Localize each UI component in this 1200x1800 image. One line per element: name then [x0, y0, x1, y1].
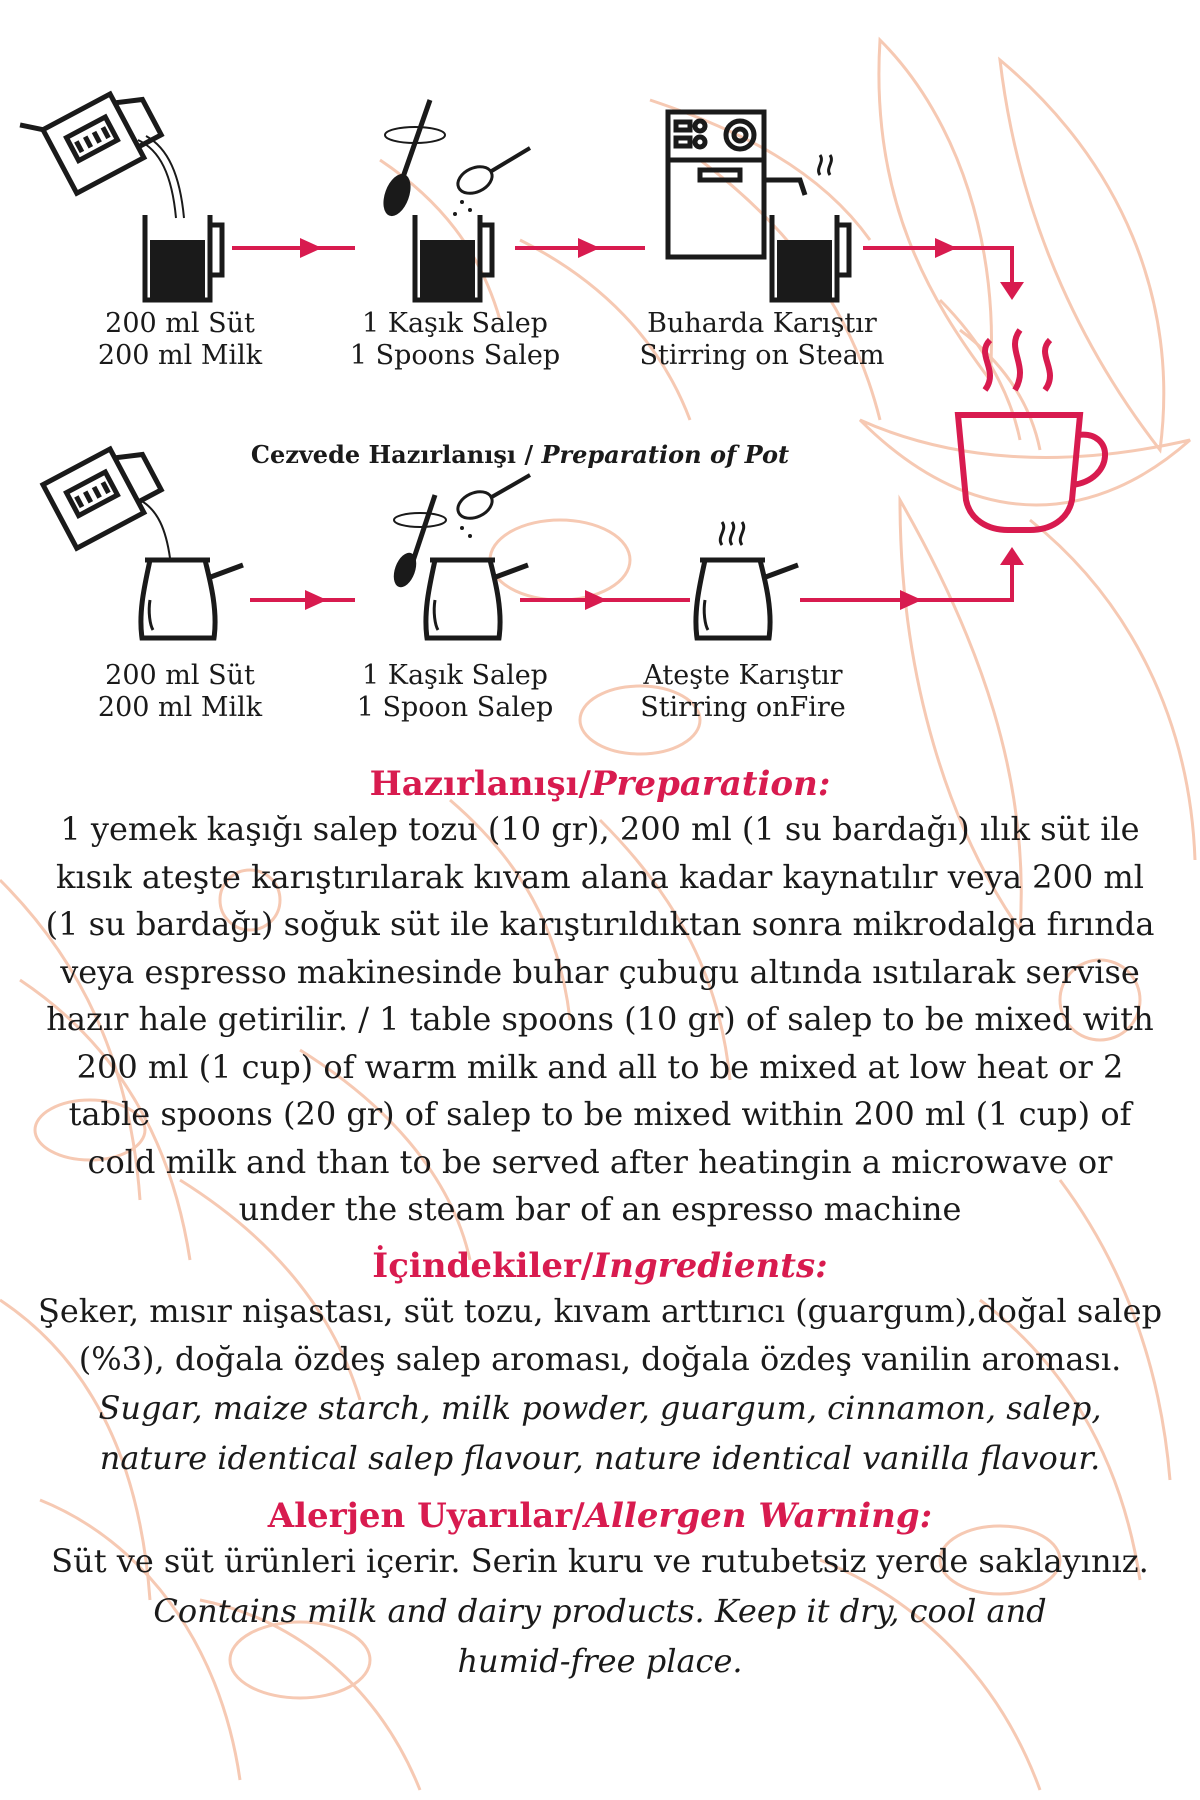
- step-label-en: Stirring on Steam: [639, 340, 885, 371]
- text-line: veya espresso makinesinde buhar çubugu altında ısıtılarak servise: [60, 952, 1140, 991]
- pot-heading-en: Preparation of Pot: [541, 440, 790, 469]
- heading-tr: İçindekiler/: [372, 1246, 594, 1286]
- step-label-en: 1 Spoons Salep: [349, 340, 561, 371]
- step-label-tr: 1 Kaşık Salep: [362, 660, 548, 691]
- step-label-en: 200 ml Milk: [97, 692, 263, 723]
- text-line: kısık ateşte karıştırılarak kıvam alana kadar kaynatılır veya 200 ml: [56, 857, 1144, 896]
- heading-en: Ingredients:: [593, 1246, 828, 1286]
- step-label-en: 200 ml Milk: [97, 340, 263, 371]
- text-line: (%3), doğala özdeş salep aroması, doğala özdeş vanilin aroması.: [78, 1339, 1122, 1378]
- text-line: hazır hale getirilir. / 1 table spoons (10 gr) of salep to be mixed with: [46, 1000, 1154, 1038]
- turkish-pot-icon: [141, 560, 243, 638]
- heading-tr: Hazırlanışı/: [369, 764, 591, 804]
- text-line: Contains milk and dairy products. Keep it dry, cool and: [153, 1591, 1047, 1630]
- step-label-tr: Ateşte Karıştır: [643, 660, 843, 691]
- text-line: 200 ml (1 cup) of warm milk and all to be mixed at low heat or 2: [76, 1047, 1124, 1086]
- text-line: Şeker, mısır nişastası, süt tozu, kıvam arttırıcı (guargum),doğal salep: [37, 1292, 1163, 1330]
- step-label-en: Stirring onFire: [640, 692, 846, 723]
- heading-tr: Alerjen Uyarılar/: [267, 1496, 585, 1536]
- text-line: Sugar, maize starch, milk powder, guargum, cinnamon, salep,: [98, 1389, 1102, 1427]
- milk-jug-icon: [772, 215, 849, 300]
- heading-en: Preparation:: [590, 764, 831, 804]
- text-line: Süt ve süt ürünleri içerir. Serin kuru ve rutubetsiz yerde saklayınız.: [51, 1542, 1149, 1580]
- step-label-tr: 1 Kaşık Salep: [362, 308, 548, 339]
- step-label-en: 1 Spoon Salep: [356, 692, 554, 723]
- step-label-tr: 200 ml Süt: [105, 308, 255, 339]
- milk-jug-icon: [145, 215, 222, 300]
- spoon-stir-icon: [378, 100, 530, 220]
- text-line: nature identical salep flavour, nature identical vanilla flavour.: [99, 1439, 1101, 1477]
- milk-jug-icon: [415, 215, 492, 300]
- text-line: (1 su bardağı) soğuk süt ile karıştırıldıktan sonra mikrodalga fırında: [45, 905, 1155, 943]
- turkish-pot-icon: [426, 560, 528, 638]
- text-line: under the steam bar of an espresso machine: [238, 1190, 962, 1228]
- text-line: table spoons (20 gr) of salep to be mixed within 200 ml (1 cup) of: [68, 1095, 1132, 1133]
- text-line: 1 yemek kaşığı salep tozu (10 gr), 200 ml (1 su bardağı) ılık süt ile: [60, 810, 1140, 848]
- espresso-machine-icon: [668, 112, 831, 257]
- kettle-pot-icon: [43, 437, 170, 558]
- pot-steam-icon: [696, 522, 798, 638]
- heading-en: Allergen Warning:: [584, 1496, 933, 1536]
- kettle-pouring-icon: [20, 69, 184, 218]
- step-label-tr: 200 ml Süt: [105, 660, 255, 691]
- step-label-tr: Buharda Karıştır: [647, 308, 877, 339]
- text-line: cold milk and than to be served after heatingin a microwave or: [87, 1142, 1113, 1181]
- hot-cup-icon: [958, 330, 1105, 530]
- pot-heading-tr: Cezvede Hazırlanışı /: [250, 440, 542, 469]
- text-line: humid-free place.: [457, 1641, 743, 1680]
